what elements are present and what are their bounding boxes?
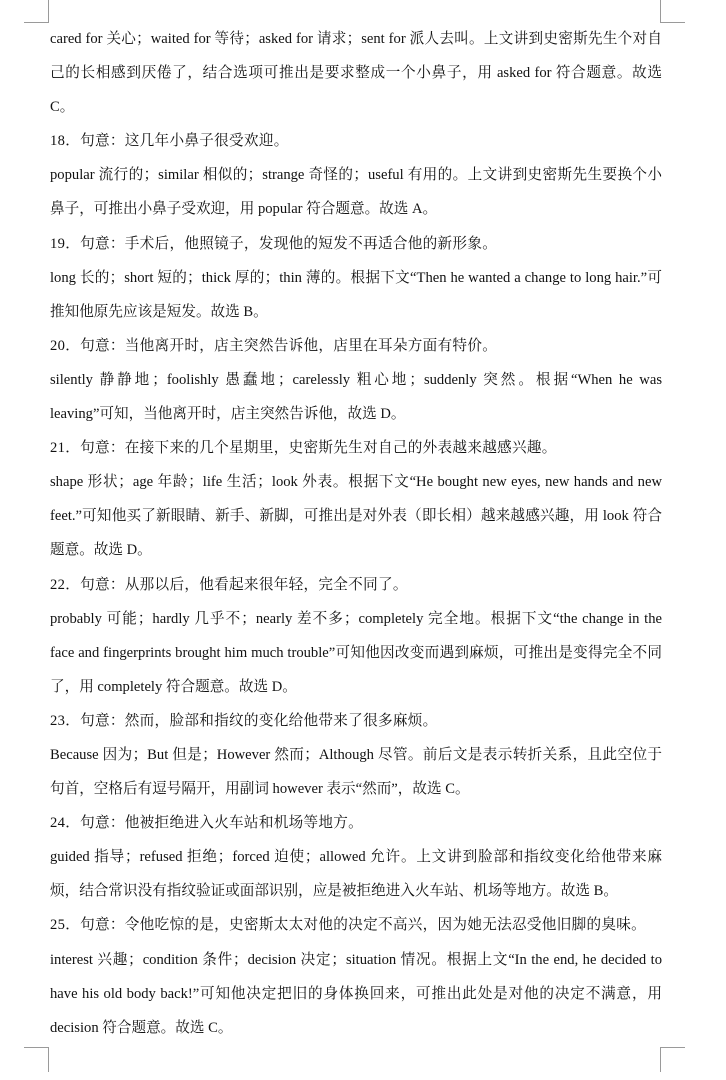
- question-21-meaning: 21．句意：在接下来的几个星期里，史密斯先生对自己的外表越来越感兴趣。: [50, 440, 557, 457]
- document-body: [50, 22, 662, 1045]
- question-23-meaning: 23．句意：然而，脸部和指纹的变化给他带来了很多麻烦。: [50, 712, 438, 729]
- explanation-21: shape 形状；age 年龄；life 生活；look 外表。根据下文“He bought new eyes, new hands and new feet.”可知他买了新眼睛、新手、新脚，可推出是对外表（即长相）越来越感兴趣，用 look 符合题意。故选 D。: [50, 474, 662, 559]
- crop-mark-bottom-left: [24, 1047, 49, 1072]
- question-20-meaning: 20．句意：当他离开时，店主突然告诉他，店里在耳朵方面有特价。: [50, 337, 498, 354]
- explanation-24: guided 指导；refused 拒绝；forced 迫使；allowed 允许。上文讲到脸部和指纹变化给他带来麻烦，结合常识没有指纹验证或面部识别，应是被拒绝进入火车站、机场等地方。故选 B。: [50, 849, 662, 900]
- explanation-25: interest 兴趣；condition 条件；decision 决定；situation 情况。根据上文“In the end, he decided to have his old body back!”可知他决定把旧的身体换回来，可推出此处是对他的决定不满意，用 decision 符合题意。故选 C。: [50, 951, 662, 1036]
- explanation-19: long 长的；short 短的；thick 厚的；thin 薄的。根据下文“Then he wanted a change to long hair.”可推知他原先应该是短发。故选 B。: [50, 269, 662, 320]
- question-18-meaning: 18．句意：这几年小鼻子很受欢迎。: [50, 133, 289, 150]
- explanation-18: popular 流行的；similar 相似的；strange 奇怪的；useful 有用的。上文讲到史密斯先生要换个小鼻子，可推出小鼻子受欢迎，用 popular 符合题意。故选 A。: [50, 167, 662, 218]
- question-22-meaning: 22．句意：从那以后，他看起来很年轻，完全不同了。: [50, 576, 408, 593]
- crop-mark-top-right: [660, 0, 685, 23]
- question-25-meaning: 25．句意：令他吃惊的是，史密斯太太对他的决定不高兴，因为她无法忍受他旧脚的臭味。: [50, 917, 647, 934]
- crop-mark-bottom-right: [660, 1047, 685, 1072]
- crop-mark-top-left: [24, 0, 49, 23]
- explanation-22: probably 可能；hardly 几乎不；nearly 差不多；completely 完全地。根据下文“the change in the face and fingerprints brought him much trouble”可知他因改变而遇到麻烦，可推出是变得完全不同了，用 completely 符合题意。故选 D。: [50, 610, 662, 695]
- explanation-17: cared for 关心；waited for 等待；asked for 请求；sent for 派人去叫。上文讲到史密斯先生个对自己的长相感到厌倦了，结合选项可推出是要求整成一个小鼻子，用 asked for 符合题意。故选 C。: [50, 31, 662, 116]
- explanation-20: silently 静静地；foolishly 愚蠢地；carelessly 粗心地；suddenly 突然。根据“When he was leaving”可知，当他离开时，店主突然告诉他，故选 D。: [50, 371, 662, 423]
- explanation-23: Because 因为；But 但是；However 然而；Although 尽管。前后文是表示转折关系，且此空位于句首，空格后有逗号隔开，用副词 however 表示“然而”，故选 C。: [50, 746, 662, 798]
- question-24-meaning: 24．句意：他被拒绝进入火车站和机场等地方。: [50, 815, 364, 832]
- question-19-meaning: 19．句意：手术后，他照镜子，发现他的短发不再适合他的新形象。: [50, 235, 498, 252]
